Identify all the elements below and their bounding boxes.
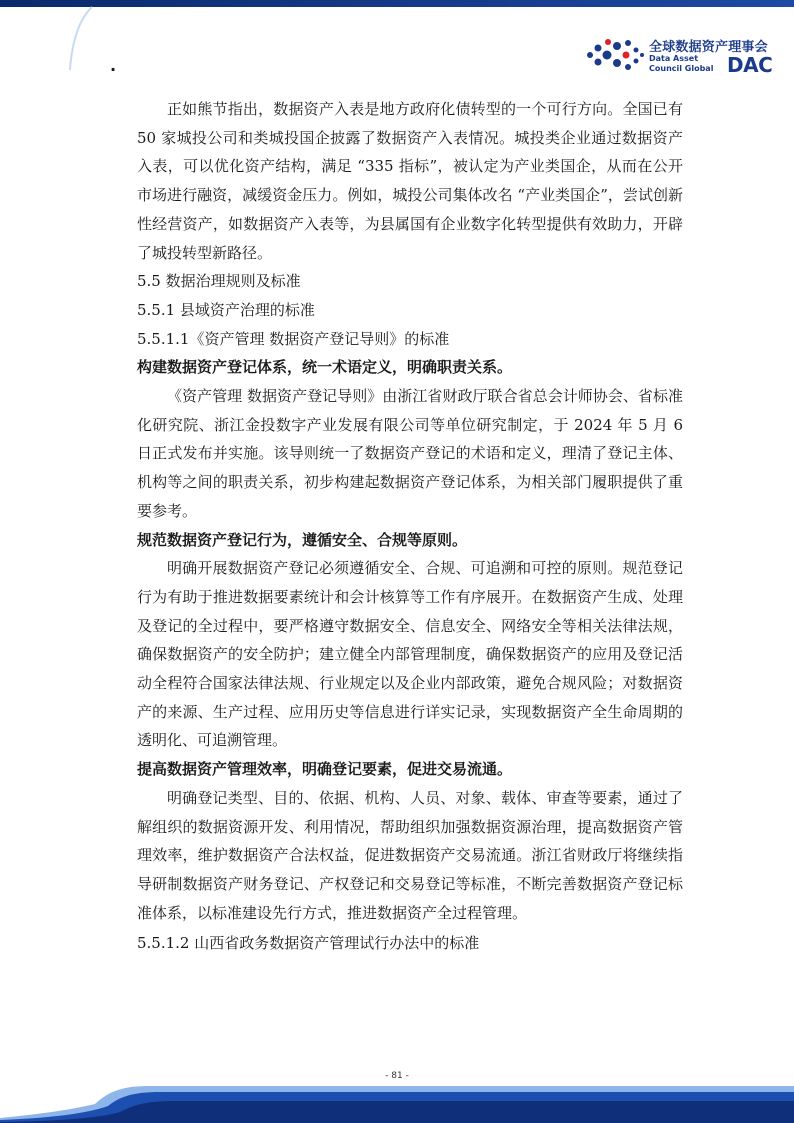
page-body — [137, 95, 683, 958]
logo-name-en-line1: Data Asset — [649, 54, 699, 63]
section-heading-5-5-1-2: 5.5.1.2 山西省政务数据资产管理试行办法中的标准 — [137, 934, 480, 953]
section-heading-5-5: 5.5 数据治理规则及标准 — [137, 272, 301, 291]
logo-dots-icon — [584, 35, 648, 75]
page-number: - 81 - — [385, 1071, 409, 1081]
paragraph-registration-guide: 《资产管理 数据资产登记导则》由浙江省财政厅联合省总会计师协会、省标准化研究院、浙江金投数字产业发展有限公司等单位研究制定，于 2024 年 5 月 6 日正式发布并实施。该导则统一了数据资产登记的术语和定义，理清了登记主体、机构等之间的职责关系，初步构建起数据资产登记体系，为相关部门履职提供了重要参考。 — [137, 387, 683, 520]
section-heading-5-5-1-1: 5.5.1.1《资产管理 数据资产登记导则》的标准 — [137, 329, 450, 348]
paragraph-management-efficiency: 明确登记类型、目的、依据、机构、人员、对象、载体、审查等要素，通过了解组织的数据资源开发、利用情况，帮助组织加强数据资源治理，提高数据资产管理效率，维护数据资产合法权益，促进数据资产交易流通。浙江省财政厅将继续指导研制数据资产财务登记、产权登记和交易登记等标准，不断完善数据资产登记标准体系，以标准建设先行方式，推进数据资产全过程管理。 — [137, 788, 683, 922]
section-heading-5-5-1: 5.5.1 县域资产治理的标准 — [137, 300, 315, 319]
logo-name-en-line2: Council Global — [649, 64, 714, 73]
logo-name-cn: 全球数据资产理事会 — [649, 40, 768, 55]
paragraph-registration-principles: 明确开展数据资产登记必须遵循安全、合规、可追溯和可控的原则。规范登记行为有助于推进数据要素统计和会计核算等工作有序展开。在数据资产生成、处理及登记的全过程中，要严格遵守数据安全、信息安全、网络安全等相关法律法规，确保数据资产的安全防护；建立健全内部管理制度，确保数据资产的应用及登记活动全程符合国家法律法规、行业规定以及企业内部政策，避免合规风险；对数据资产的来源、生产过程、应用历史等信息进行详实记录，实现数据资产全生命周期的透明化、可追溯管理。 — [137, 559, 683, 750]
logo-abbr: DAC — [727, 53, 773, 77]
lead-registration-principles: 规范数据资产登记行为，遵循安全、合规等原则。 — [137, 530, 468, 549]
paragraph-debt-transition: 正如熊节指出，数据资产入表是地方政府化债转型的一个可行方向。全国已有 50 家城投公司和类城投国企披露了数据资产入表情况。城投类企业通过数据资产入表，可以优化资产结构，满足 “335 指标”，被认定为产业类国企，从而在公开市场进行融资，减缓资金压力。例如，城投公司集体改名 “产业类国企”，尝试创新性经营资产，如数据资产入表等，为县属国有企业数字化转型提供有效助力，开辟了城投转型新路径。 — [137, 100, 683, 262]
lead-management-efficiency: 提高数据资产管理效率，明确登记要素，促进交易流通。 — [137, 760, 513, 779]
footer-wave — [0, 1080, 794, 1123]
dac-logo — [584, 35, 784, 75]
lead-registration-system: 构建数据资产登记体系，统一术语定义，明确职责关系。 — [137, 358, 513, 377]
header-swoosh — [0, 0, 140, 70]
header-marker: . — [110, 56, 117, 75]
